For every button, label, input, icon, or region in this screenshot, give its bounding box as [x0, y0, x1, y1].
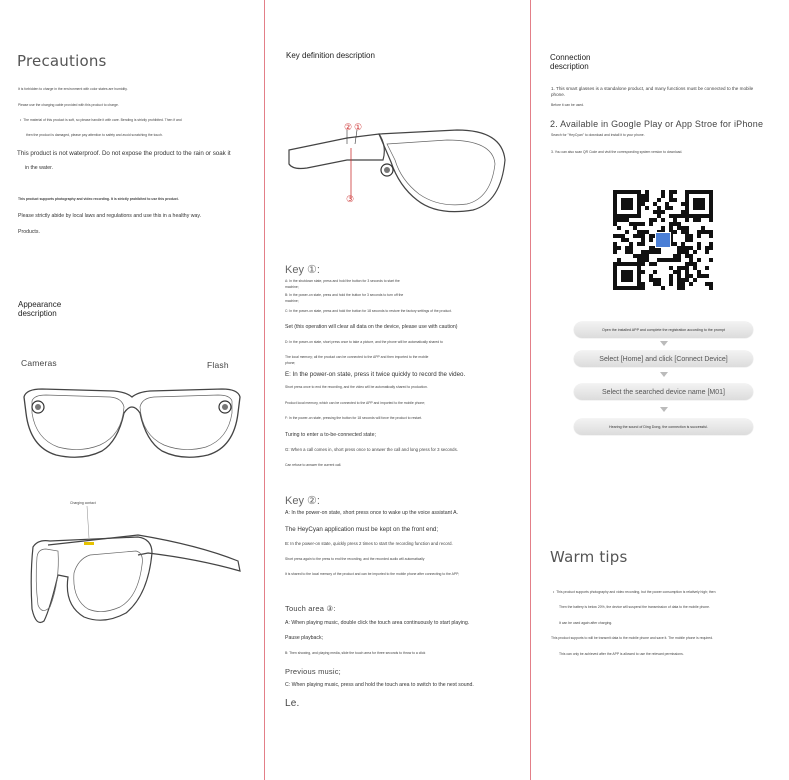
- qr-module: [709, 246, 713, 250]
- qr-module: [709, 218, 713, 222]
- qr-module: [697, 246, 701, 250]
- flow-arrow: [660, 372, 668, 377]
- callout-2: ②: [344, 122, 353, 132]
- qr-module: [681, 286, 685, 290]
- touch-b: B: Then showing, and playing media, slide the touch area for three seconds to throw to a click: [285, 651, 426, 655]
- key-definition-title: Key definition description: [286, 51, 375, 60]
- conn-step-3: 3. You can also scan QR Code and visit the corresponding system version to download.: [551, 150, 683, 154]
- qr-module: [693, 278, 697, 282]
- qr-module: [613, 250, 617, 254]
- qr-module: [669, 282, 673, 286]
- callout-3: ③: [346, 194, 355, 204]
- qr-module: [645, 206, 649, 210]
- glasses-angled-illustration: [28, 525, 243, 645]
- flow-step-4: Hearing the sound of Ding Dong, the connection is successful.: [574, 419, 753, 435]
- touch-pause: Pause playback;: [285, 635, 324, 641]
- key1-line: A: In the shutdown state, press and hold the button for 3 seconds to start the: [285, 279, 400, 283]
- callout-1: ①: [354, 122, 363, 132]
- qr-module: [661, 194, 665, 198]
- column-divider-left: [264, 0, 265, 780]
- qr-module: [641, 286, 645, 290]
- precautions-title: Precautions: [17, 52, 107, 70]
- precaution-line: This product supports photography and video recording. It is strictly prohibited to use this product.: [18, 197, 179, 201]
- touch-prev: Previous music;: [285, 667, 341, 676]
- flow-arrow: [660, 341, 668, 346]
- qr-module: [693, 250, 697, 254]
- key2-title: Key ②:: [285, 495, 320, 507]
- qr-logo-icon: [655, 232, 671, 248]
- key1-line: B: In the power-on state, press and hold the button for 3 seconds to turn off the: [285, 293, 404, 297]
- precaution-line: It is forbidden to charge in the environment with color states are humidity.: [18, 87, 128, 91]
- qr-module: [641, 222, 645, 226]
- flow-arrow: [660, 407, 668, 412]
- qr-module: [669, 206, 673, 210]
- key1-e-line: Short press once to end the recording, and the video will be automatically shared to production.: [285, 385, 428, 389]
- conn-step-1b: Before it can be used.: [551, 103, 584, 107]
- qr-module: [701, 206, 705, 210]
- cameras-label: Cameras: [21, 358, 57, 368]
- flash-label: Flash: [207, 360, 229, 370]
- qr-module: [637, 214, 641, 218]
- key1-line: machine;: [285, 285, 299, 289]
- key1-title: Key ①:: [285, 264, 320, 276]
- tip-line: It can be used again after charging.: [559, 621, 613, 625]
- qr-module: [645, 198, 649, 202]
- qr-module: [677, 258, 681, 262]
- qr-module: [617, 246, 621, 250]
- qr-module: [629, 278, 633, 282]
- key1-line: C: In the power-on state, press and hold the button for 18 seconds to restore the factory settings of the product.: [285, 309, 452, 313]
- qr-module: [649, 238, 653, 242]
- key1-line: machine;: [285, 299, 299, 303]
- warm-tips-title: Warm tips: [550, 548, 628, 566]
- touch-a: A: When playing music, double click the touch area continuously to start playing.: [285, 620, 470, 626]
- key1-d-line: phone;: [285, 361, 296, 365]
- conn-step-2b: Search for "HeyCyan" to download and install it to your phone.: [551, 133, 645, 137]
- qr-module: [705, 266, 709, 270]
- key1-g-line: G: When a call comes in, short press once to answer the call and long press for 3 seconds.: [285, 447, 458, 452]
- charging-contact-label: Charging contact: [70, 501, 96, 505]
- key2-b-line: Short press again to the press to end the recording, and the recorded audio will automatically: [285, 557, 425, 561]
- key2-a: A: In the power-on state, short press once to wake up the voice assistant A.: [285, 510, 459, 516]
- connection-title: Connection description: [550, 53, 591, 71]
- glasses-key-diagram: [287, 120, 507, 220]
- precaution-line: • The material of this product is soft, so please handle it with care. Bending is strictly prohibited. Then if and: [20, 118, 182, 122]
- key1-e-line: F: In the power-on state, pressing the button for 18 seconds will force the product to restart.: [285, 416, 423, 420]
- touch-end: Le.: [285, 698, 300, 709]
- touch-title: Touch area ③:: [285, 604, 336, 613]
- precaution-line: Please use the charging cable provided with this product to charge.: [18, 103, 119, 107]
- qr-module: [697, 218, 701, 222]
- tip-line: Then the battery is below 20%, the device will suspend the transmission of data to the mobile phone.: [559, 605, 710, 609]
- key1-reset: Set (this operation will clear all data on the device, please use with caution): [285, 324, 458, 330]
- qr-module: [697, 234, 701, 238]
- key2-b: B: In the power-on state, quickly press 2 times to start the recording function and record.: [285, 541, 453, 546]
- conn-step-2: 2. Available in Google Play or App Stroe for iPhone: [550, 119, 764, 129]
- column-divider-right: [530, 0, 531, 780]
- tip-line: • This product supports photography and video recording, but the power consumption is relatively high; then: [553, 590, 715, 594]
- key2-heycyan: The HeyCyan application must be kept on the front end;: [285, 526, 439, 533]
- qr-module: [653, 270, 657, 274]
- qr-module: [697, 258, 701, 262]
- qr-module: [617, 226, 621, 230]
- qr-module: [689, 282, 693, 286]
- key1-e-line: Product local memory, which can be connected to the APP and imported to the mobile phone;: [285, 401, 426, 405]
- precaution-line: in the water.: [25, 165, 53, 171]
- key1-d-line: D: In the power-on state, short press once to take a picture, and the phone will be automatically shared to: [285, 340, 443, 344]
- conn-step-1: 1. This smart glasses is a standalone product, and many functions must be connected to the mobile phone.: [551, 86, 754, 97]
- appearance-title: Appearance description: [18, 300, 62, 318]
- qr-module: [689, 238, 693, 242]
- key1-d-line: The local memory; all the product can be connected to the APP and then imported to the mobile: [285, 355, 429, 359]
- precaution-line: Please strictly abide by local laws and regulations and use this in a healthy way.: [18, 213, 202, 219]
- precaution-line: This product is not waterproof. Do not expose the product to the rain or soak it: [17, 150, 231, 157]
- qr-module: [657, 198, 661, 202]
- qr-module: [685, 218, 689, 222]
- qr-module: [641, 262, 645, 266]
- flow-step-3: Select the searched device name [M01]: [574, 384, 753, 400]
- qr-module: [625, 230, 629, 234]
- qr-module: [661, 286, 665, 290]
- flow-step-2: Select [Home] and click [Connect Device]: [574, 351, 753, 367]
- qr-module: [661, 210, 665, 214]
- tip-line: This product supports to will be transmit data to the mobile phone and save it. The mobile phone is required.: [551, 636, 714, 640]
- key1-e: E: In the power-on state, press it twice quickly to record the video.: [285, 371, 466, 378]
- qr-module: [705, 250, 709, 254]
- qr-module: [641, 270, 645, 274]
- qr-module: [653, 218, 657, 222]
- qr-module: [629, 206, 633, 210]
- qr-module: [657, 250, 661, 254]
- precaution-line: Products.: [18, 229, 40, 235]
- qr-module: [673, 198, 677, 202]
- flow-step-1: Open the installed APP and complete the registration according to the prompt: [574, 322, 753, 338]
- tip-line: This can only be achieved after the APP is allowed to use the relevant permissions.: [559, 652, 684, 656]
- qr-module: [709, 258, 713, 262]
- qr-module: [705, 274, 709, 278]
- key1-g-end: Can refuse to answer the current call.: [285, 463, 342, 467]
- qr-module: [641, 242, 645, 246]
- qr-module: [673, 230, 677, 234]
- qr-module: [661, 218, 665, 222]
- qr-module: [709, 234, 713, 238]
- glasses-front-illustration: [22, 385, 242, 465]
- touch-c: C: When playing music, press and hold the touch area to switch to the next sound.: [285, 682, 474, 688]
- precaution-line: then the product is damaged, please pay attention to safety and avoid scratching the touch.: [26, 133, 163, 137]
- qr-module: [649, 222, 653, 226]
- qr-module: [709, 286, 713, 290]
- qr-module: [653, 262, 657, 266]
- qr-code[interactable]: [613, 190, 713, 290]
- key1-g: Turing to enter a to-be-connected state;: [285, 432, 376, 438]
- key2-b-line2: It is shared to the local memory of the product and can be imported to the mobile phone after connecting to the APP;: [285, 572, 460, 576]
- qr-module: [673, 190, 677, 194]
